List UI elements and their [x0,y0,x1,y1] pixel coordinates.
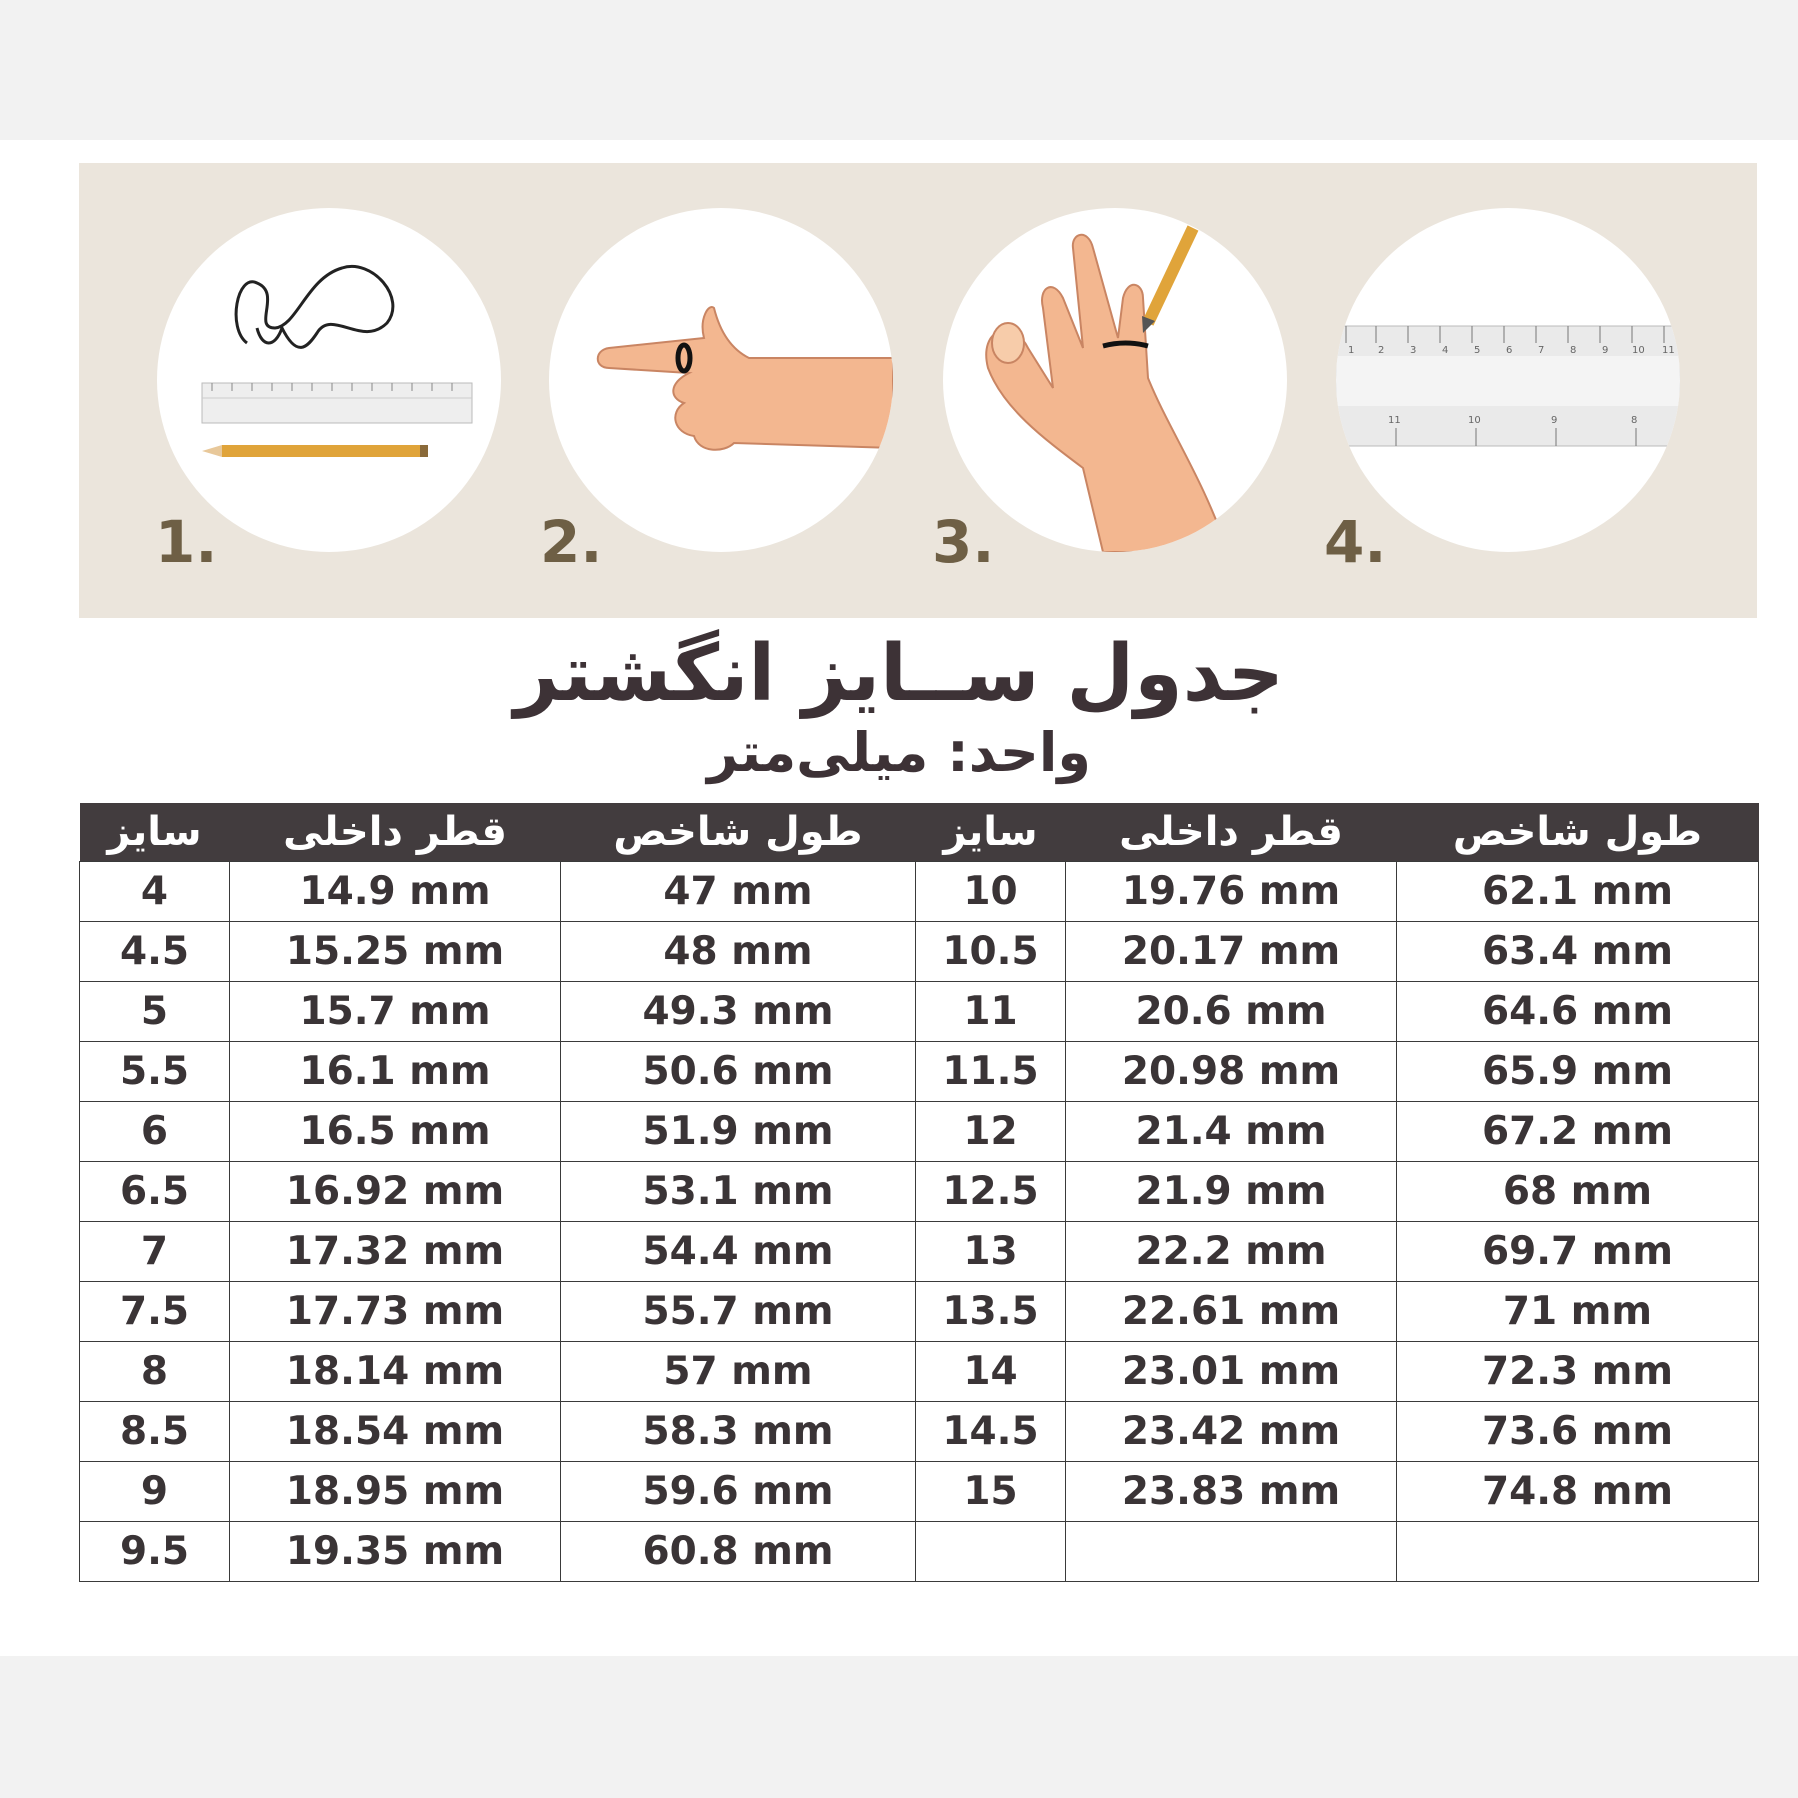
step-2-number: 2. [540,508,603,576]
table-row [80,862,1759,922]
ruler-num-top-7: 7 [1538,345,1545,356]
cell-index-length-2: 62.1 mm [1397,862,1759,922]
header-inner-diameter: قطر داخلی [230,803,561,862]
cell-size-2: 12.5 [916,1162,1066,1222]
cell-inner-diameter-2: 20.6 mm [1066,982,1397,1042]
cell-index-length: 51.9 mm [561,1102,916,1162]
cell-index-length-2: 67.2 mm [1397,1102,1759,1162]
ruler-num-top-5: 5 [1474,345,1481,356]
cell-inner-diameter-2: 23.01 mm [1066,1342,1397,1402]
table-row [80,1282,1759,1342]
measure-ruler-icon [1336,208,1680,552]
cell-size: 9 [80,1462,230,1522]
cell-index-length-2: 68 mm [1397,1162,1759,1222]
cell-index-length: 55.7 mm [561,1282,916,1342]
cell-index-length: 60.8 mm [561,1522,916,1582]
ruler-num-top-1: 1 [1348,345,1355,356]
cell-index-length: 48 mm [561,922,916,982]
cell-index-length: 49.3 mm [561,982,916,1042]
mark-string-pencil-icon [943,208,1287,552]
cell-index-length-2: 72.3 mm [1397,1342,1759,1402]
ruler-num-top-9: 9 [1602,345,1609,356]
cell-size: 9.5 [80,1522,230,1582]
ruler-num-bottom-11: 11 [1388,415,1401,426]
cell-size: 7 [80,1222,230,1282]
table-body [80,862,1759,1582]
cell-size-2: 11.5 [916,1042,1066,1102]
cell-size-2: 13 [916,1222,1066,1282]
cell-index-length: 57 mm [561,1342,916,1402]
table-row [80,1042,1759,1102]
cell-size-2: 11 [916,982,1066,1042]
cell-inner-diameter: 18.14 mm [230,1342,561,1402]
cell-index-length-2: 65.9 mm [1397,1042,1759,1102]
page-title: جدول ســایز انگشتر [514,629,1284,719]
ring-size-table [79,803,1759,1582]
header-size-2: سایز [916,803,1066,862]
cell-inner-diameter-2: 21.4 mm [1066,1102,1397,1162]
cell-inner-diameter: 16.1 mm [230,1042,561,1102]
step-2-illustration [549,208,893,552]
header-size: سایز [80,803,230,862]
cell-size: 6 [80,1102,230,1162]
cell-inner-diameter: 18.54 mm [230,1402,561,1462]
cell-size: 5 [80,982,230,1042]
cell-index-length-2 [1397,1522,1759,1582]
cell-index-length-2: 69.7 mm [1397,1222,1759,1282]
cell-inner-diameter: 17.73 mm [230,1282,561,1342]
table-header-row [80,803,1759,862]
cell-index-length-2: 63.4 mm [1397,922,1759,982]
cell-index-length: 54.4 mm [561,1222,916,1282]
cell-size: 7.5 [80,1282,230,1342]
cell-inner-diameter: 14.9 mm [230,862,561,922]
cell-size: 6.5 [80,1162,230,1222]
ruler-num-top-8: 8 [1570,345,1577,356]
table-row [80,1222,1759,1282]
ruler-num-bottom-10: 10 [1468,415,1481,426]
cell-size: 4 [80,862,230,922]
cell-inner-diameter: 18.95 mm [230,1462,561,1522]
cell-index-length-2: 64.6 mm [1397,982,1759,1042]
cell-inner-diameter-2: 23.83 mm [1066,1462,1397,1522]
cell-index-length: 47 mm [561,862,916,922]
cell-inner-diameter-2: 23.42 mm [1066,1402,1397,1462]
cell-index-length-2: 73.6 mm [1397,1402,1759,1462]
cell-index-length: 58.3 mm [561,1402,916,1462]
cell-size-2: 12 [916,1102,1066,1162]
cell-index-length: 50.6 mm [561,1042,916,1102]
cell-size-2: 14 [916,1342,1066,1402]
step-3-number: 3. [932,508,995,576]
step-4-illustration [1336,208,1680,552]
cell-inner-diameter-2: 20.17 mm [1066,922,1397,982]
string-around-finger-icon [549,208,893,552]
cell-index-length: 59.6 mm [561,1462,916,1522]
cell-size-2: 15 [916,1462,1066,1522]
cell-index-length-2: 74.8 mm [1397,1462,1759,1522]
cell-size-2 [916,1522,1066,1582]
cell-inner-diameter-2: 19.76 mm [1066,862,1397,922]
cell-index-length: 53.1 mm [561,1162,916,1222]
cell-size-2: 14.5 [916,1402,1066,1462]
table-row [80,1102,1759,1162]
table-row [80,982,1759,1042]
table-row [80,922,1759,982]
cell-size: 5.5 [80,1042,230,1102]
cell-inner-diameter: 15.7 mm [230,982,561,1042]
table-row [80,1462,1759,1522]
table-row [80,1162,1759,1222]
ruler-num-bottom-9: 9 [1551,415,1558,426]
step-3-illustration [943,208,1287,552]
cell-inner-diameter-2: 21.9 mm [1066,1162,1397,1222]
step-1-number: 1. [155,508,218,576]
cell-index-length-2: 71 mm [1397,1282,1759,1342]
cell-inner-diameter: 16.92 mm [230,1162,561,1222]
cell-size-2: 13.5 [916,1282,1066,1342]
cell-size: 4.5 [80,922,230,982]
cell-inner-diameter-2 [1066,1522,1397,1582]
ruler-num-top-6: 6 [1506,345,1513,356]
cell-size: 8 [80,1342,230,1402]
table-row [80,1402,1759,1462]
cell-size: 8.5 [80,1402,230,1462]
unit-subtitle: واحد: میلی‌متر [707,721,1091,784]
header-index-length: طول شاخص [561,803,916,862]
string-ruler-pencil-icon [157,208,501,552]
ruler-num-top-11: 11 [1662,345,1675,356]
header-inner-diameter-2: قطر داخلی [1066,803,1397,862]
ruler-num-top-2: 2 [1378,345,1385,356]
cell-size-2: 10.5 [916,922,1066,982]
ruler-num-top-4: 4 [1442,345,1449,356]
cell-inner-diameter-2: 20.98 mm [1066,1042,1397,1102]
table-row [80,1522,1759,1582]
ruler-num-top-3: 3 [1410,345,1417,356]
table-row [80,1342,1759,1402]
header-index-length-2: طول شاخص [1397,803,1759,862]
cell-inner-diameter-2: 22.2 mm [1066,1222,1397,1282]
ruler-num-bottom-8: 8 [1631,415,1638,426]
step-1-illustration [157,208,501,552]
ruler-num-top-10: 10 [1632,345,1645,356]
cell-inner-diameter: 15.25 mm [230,922,561,982]
cell-inner-diameter: 16.5 mm [230,1102,561,1162]
cell-inner-diameter: 19.35 mm [230,1522,561,1582]
cell-size-2: 10 [916,862,1066,922]
step-4-number: 4. [1324,508,1387,576]
cell-inner-diameter: 17.32 mm [230,1222,561,1282]
cell-inner-diameter-2: 22.61 mm [1066,1282,1397,1342]
